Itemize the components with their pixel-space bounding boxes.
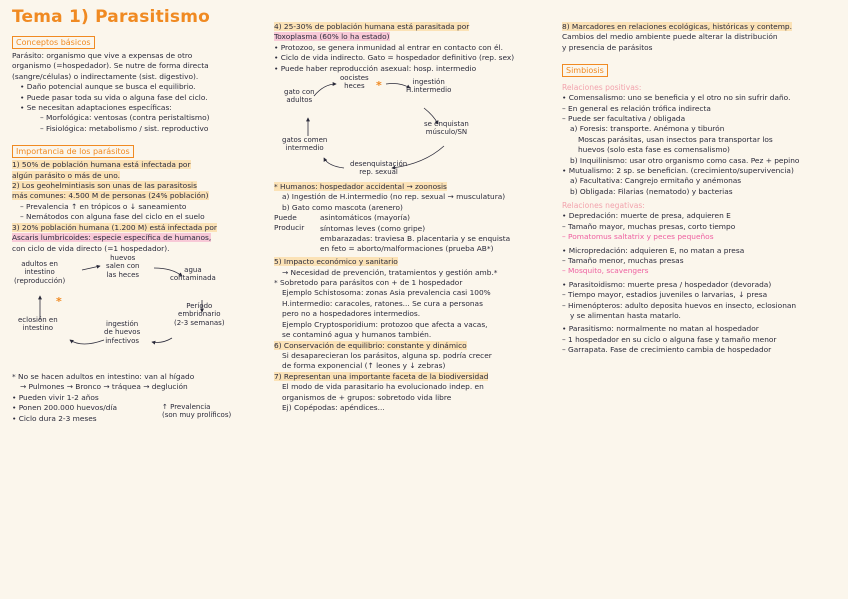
cycle-node-oocistes: oocistes heces [340,74,369,91]
toxoplasma-cycle-diagram [274,74,560,182]
text-line: Cambios del medio ambiente puede alterar la distribución [562,32,778,42]
text-line: se contaminó agua y humanos también. [282,330,432,340]
text-line: Ejemplo Schistosoma: zonas Asia prevalencia casi 100% [282,288,491,298]
text-line: • Ponen 200.000 huevos/día [12,403,118,413]
column-1 [12,30,272,424]
cycle-node-gatos-comen: gatos comen intermedio [282,136,328,153]
text-line: – Garrapata. Fase de crecimiento cambia de hospedador [562,345,772,355]
text-line: * Humanos: hospedador accidental → zoonosis [274,182,447,192]
text-line: y presencia de parásitos [562,42,653,52]
text-line: • Mutualismo: 2 sp. se benefician. (crecimiento/supervivencia) [562,166,794,176]
ascaris-notes [12,372,272,424]
text-line: El modo de vida parasitario ha evolucionado indep. en [282,382,484,392]
text-line: asintomáticos (mayoría) [320,213,411,223]
text-line: * Sobretodo para parásitos con + de 1 hospedador [274,278,463,288]
text-line: • Pueden vivir 1-2 años [12,392,99,402]
text-line: – Pomatomus saltatrix y peces pequeños [562,232,714,242]
importancia-heading: Importancia de los parásitos [12,145,134,158]
text-line: 1) 50% de población humana está infectada por [12,160,191,170]
text-line: algún parásito o más de uno. [12,170,120,180]
text-line: 4) 25-30% de población humana está parasitada por [274,22,470,31]
text-line: huevos (solo esta fase es comensalismo) [578,145,730,155]
text-line: – En general es relación trófica indirecta [562,103,711,113]
text-line: a) Ingestión de H.intermedio (no rep. sexual → musculatura) [282,192,506,202]
text-line: síntomas leves (como gripe) [320,223,426,233]
text-line: • Puede haber reproducción asexual: hosp. intermedio [274,63,477,73]
text-line: 3) 20% población humana (1.200 M) está infectada por [12,222,217,232]
text-line: • Depredación: muerte de presa, adquieren E [562,211,731,221]
text-line: – Prevalencia ↑ en trópicos o ↓ saneamiento [20,201,187,211]
text-line: – Tiempo mayor, estadios juveniles o larvarias, ↓ presa [562,290,768,300]
cycle-node-adultos: adultos en intestino (reproducción) [14,259,66,285]
text-line: – Nemátodos con alguna fase del ciclo en el suelo [20,212,205,222]
text-line: en feto = aborto/malformaciones (prueba AB*) [320,244,494,254]
conceptos-block [12,51,272,134]
puede-producir-block [274,213,560,255]
column-2 [274,22,560,413]
text-line: organismo (=hospedador). Se nutre de forma directa [12,61,209,71]
text-line: embarazadas: traviesa B. placentaria y se enquista [320,234,511,244]
cycle-node-periodo: Período embrionario (2-3 semanas) [174,301,225,327]
marcadores-block [562,22,844,53]
text-line: más comunes: 4.500 M de personas (24% población) [12,191,209,201]
importancia-block [12,160,272,254]
positivas-block [562,93,844,197]
text-line: – Morfológica: ventosas (contra peristaltismo) [40,113,210,123]
text-line: → Pulmones → Bronco → tráquea → deglución [20,382,188,392]
cycle-node-enquistan: se enquistan músculo/SN [424,120,469,137]
text-line: H.intermedio: caracoles, ratones... Se cura a personas [282,298,483,308]
cycle-node-agua: agua contaminada [170,265,216,283]
toxoplasma-block [274,22,560,74]
text-line: – Puede ser facultativa / obligada [562,114,686,124]
text-line: a) Foresis: transporte. Anémona y tiburón [570,124,725,134]
conceptos-heading: Conceptos básicos [12,36,95,49]
text-line: • Ciclo de vida indirecto. Gato = hospedador definitivo (rep. sex) [274,53,515,63]
text-line: • Puede pasar toda su vida o alguna fase del ciclo. [20,92,208,102]
text-line: b) Inquilinismo: usar otro organismo como casa. Pez + pepino [570,155,800,165]
page-title: Tema 1) Parasitismo [12,7,211,27]
text-line: – Tamaño menor, muchas presas [562,255,684,265]
text-line: • Se necesitan adaptaciones específicas: [20,103,172,113]
text-line: • Parasitismo: normalmente no matan al hospedador [562,324,759,334]
ascaris-cycle-diagram [12,254,272,372]
text-line: • Ciclo dura 2-3 meses [12,413,97,423]
text-line: Ej) Copépodas: apéndices... [282,402,385,412]
producir-label: Producir [274,223,305,233]
text-line: – 1 hospedador en su ciclo o alguna fase y tamaño menor [562,334,777,344]
text-line: – Fisiológica: metabolismo / sist. reproductivo [40,123,209,133]
cycle-node-gato: gato con adultos [284,88,315,105]
text-line: • Parasitoidismo: muerte presa / hospedador (devorada) [562,279,772,289]
text-line: a) Facultativa: Cangrejo ermitaño y anémonas [570,176,742,186]
text-line: Parásito: organismo que vive a expensas de otro [12,51,193,60]
puede-label: Puede [274,213,297,223]
humanos-block [274,182,560,213]
text-line: b) Gato como mascota (arenero) [282,202,403,212]
asterisk-icon: * [376,79,382,93]
text-line: – Himenópteros: adulto deposita huevos en insecto, eclosionan [562,300,797,310]
text-line: y se alimentan hasta matarlo. [570,310,681,320]
impacto-block [274,257,560,413]
text-line: * No se hacen adultos en intestino: van al hígado [12,371,195,381]
text-line: • Daño potencial aunque se busca el equilibrio. [20,82,196,92]
text-line: Si desaparecieran los parásitos, alguna sp. podría crecer [282,350,492,360]
text-line: 2) Los geohelmintiasis son unas de las parasitosis [12,181,197,191]
text-line: • Micropredación: adquieren E, no matan a presa [562,245,745,255]
text-line: organismos de + grupos: sobretodo vida libre [282,392,452,402]
negativas-block [562,211,844,355]
text-line: pero no a hospedadores intermedios. [282,309,421,319]
cycle-node-ingestion: ingestión H.intermedio [406,78,452,95]
text-line: (sangre/células) o indirectamente (sist. digestivo). [12,71,199,81]
text-line: → Necesidad de prevención, tratamientos y gestión amb.* [282,267,498,277]
text-line: Ejemplo Cryptosporidium: protozoo que afecta a vacas, [282,319,488,329]
text-line: – Tamaño mayor, muchas presas, corto tiempo [562,221,736,231]
cycle-node-desenquistacion: desenquistación rep. sexual [350,160,408,177]
text-line: Moscas parásitas, usan insectos para transportar los [578,134,773,144]
text-line: • Comensalismo: uno se beneficia y el otro no sin sufrir daño. [562,93,791,103]
text-line: 5) Impacto económico y sanitario [274,257,398,267]
text-line: b) Obligada: Filarias (nematodo) y bacterias [570,186,733,196]
column-3 [562,22,844,356]
text-line: de forma exponencial (↑ leones y ↓ zebras) [282,361,446,371]
text-line: – Mosquito, scavengers [562,266,649,276]
text-line: Ascaris lumbricoides: especie específica de humanos, [12,233,212,243]
prevalencia-note: ↑ Prevalencia (son muy prolíficos) [162,402,232,420]
text-line: • Protozoo, se genera inmunidad al entrar en contacto con él. [274,42,503,52]
positivas-heading: Relaciones positivas: [562,83,642,93]
text-line: Toxoplasma (60% lo ha estado) [274,32,390,42]
simbiosis-heading: Simbiosis [562,64,608,77]
asterisk-icon: * [56,294,62,308]
text-line: con ciclo de vida directo (=1 hospedador). [12,243,170,253]
text-line: 6) Conservación de equilibrio: constante y dinámico [274,340,467,350]
text-line: 8) Marcadores en relaciones ecológicas, históricas y contemp. [562,22,792,31]
cycle-node-ingestion: ingestión de huevos infectivos [104,319,141,345]
text-line: 7) Representan una importante faceta de la biodiversidad [274,371,489,381]
negativas-heading: Relaciones negativas: [562,201,645,211]
cycle-node-eclosion: eclosión en intestino [18,315,58,333]
cycle-node-huevos: huevos salen con las heces [106,253,140,279]
